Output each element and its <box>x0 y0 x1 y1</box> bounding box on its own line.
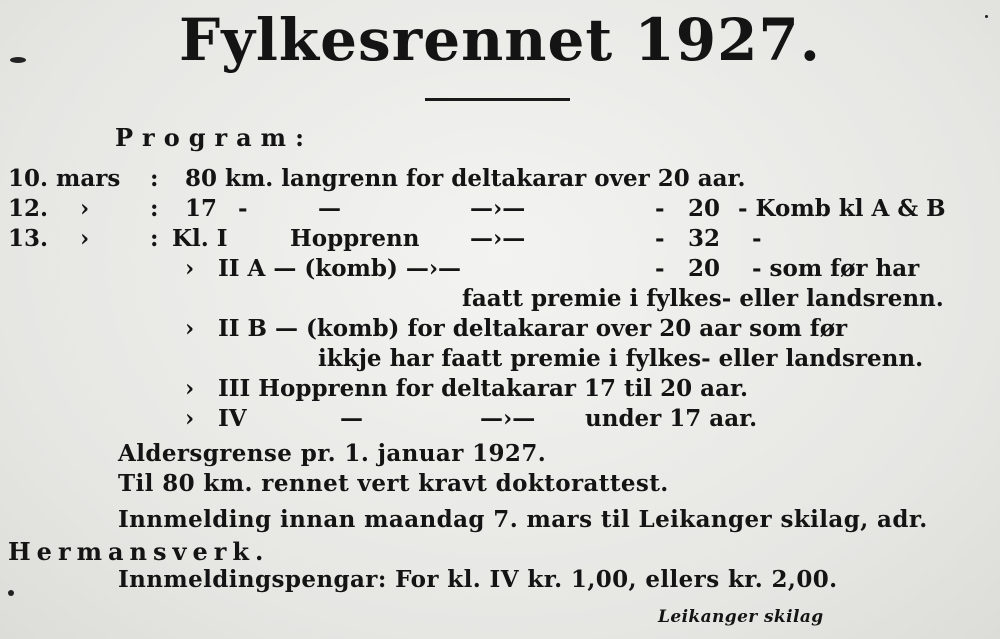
row-separator: : <box>150 225 159 252</box>
row-event: Hopprenn <box>290 225 420 252</box>
row-dash: - <box>655 225 665 252</box>
row-ditto-mark: —›— <box>470 195 526 222</box>
row-date: 12. <box>8 195 49 222</box>
registration-note: Innmelding innan maandag 7. mars til Leikanger skilag, adr. <box>118 506 928 533</box>
class-continuation: faatt premie i fylkes- eller landsrenn. <box>462 285 944 312</box>
class-text: III Hopprenn for deltakarar 17 til 20 aar. <box>218 375 748 402</box>
row-separator: : <box>150 195 159 222</box>
row-ditto-mark: —›— <box>470 225 526 252</box>
row-ditto: › <box>80 195 90 222</box>
fee-note: Innmeldingspengar: For kl. IV kr. 1,00, ellers kr. 2,00. <box>118 566 838 593</box>
row-age: 32 <box>688 225 721 252</box>
row-age: 20 <box>688 195 721 222</box>
class-ditto-dash: — <box>340 405 363 432</box>
class-text: II B — (komb) for deltakarar over 20 aar som før <box>218 315 848 342</box>
title-divider <box>425 98 570 101</box>
ink-speck <box>8 590 14 596</box>
class-age: under 17 aar. <box>585 405 758 432</box>
program-heading: Program: <box>115 123 313 152</box>
row-note: - <box>752 225 762 252</box>
row-ditto: › <box>80 225 90 252</box>
row-ditto-dash: — <box>318 195 341 222</box>
class-ditto-mark: —›— <box>480 405 536 432</box>
age-limit-note: Aldersgrense pr. 1. januar 1927. <box>118 440 547 467</box>
row-dash: - <box>238 195 248 222</box>
class-label: IV <box>218 405 247 432</box>
class-ditto: › <box>185 375 195 402</box>
ink-speck <box>985 15 988 18</box>
ink-speck <box>10 57 26 63</box>
row-date: 10. mars <box>8 165 121 192</box>
row-dash: - <box>655 195 665 222</box>
row-class: Kl. I <box>172 225 228 252</box>
class-ditto: › <box>185 255 195 282</box>
page-title: Fylkesrennet 1927. <box>179 6 821 74</box>
row-age: 17 <box>185 195 218 222</box>
medical-note: Til 80 km. rennet vert kravt doktorattest. <box>118 470 669 497</box>
registration-address: Hermansverk. <box>8 537 270 566</box>
class-continuation: ikkje har faatt premie i fylkes- eller landsrenn. <box>318 345 924 372</box>
signature: Leikanger skilag <box>658 607 824 627</box>
row-age: 20 <box>688 255 721 282</box>
class-ditto: › <box>185 315 195 342</box>
row-text: 80 km. langrenn for deltakarar over 20 aar. <box>185 165 746 192</box>
row-separator: : <box>150 165 159 192</box>
row-note: - Komb kl A & B <box>738 195 946 222</box>
row-note: - som før har <box>752 255 920 282</box>
row-dash: - <box>655 255 665 282</box>
class-text: II A — (komb) —›— <box>218 255 462 282</box>
row-date: 13. <box>8 225 49 252</box>
class-ditto: › <box>185 405 195 432</box>
